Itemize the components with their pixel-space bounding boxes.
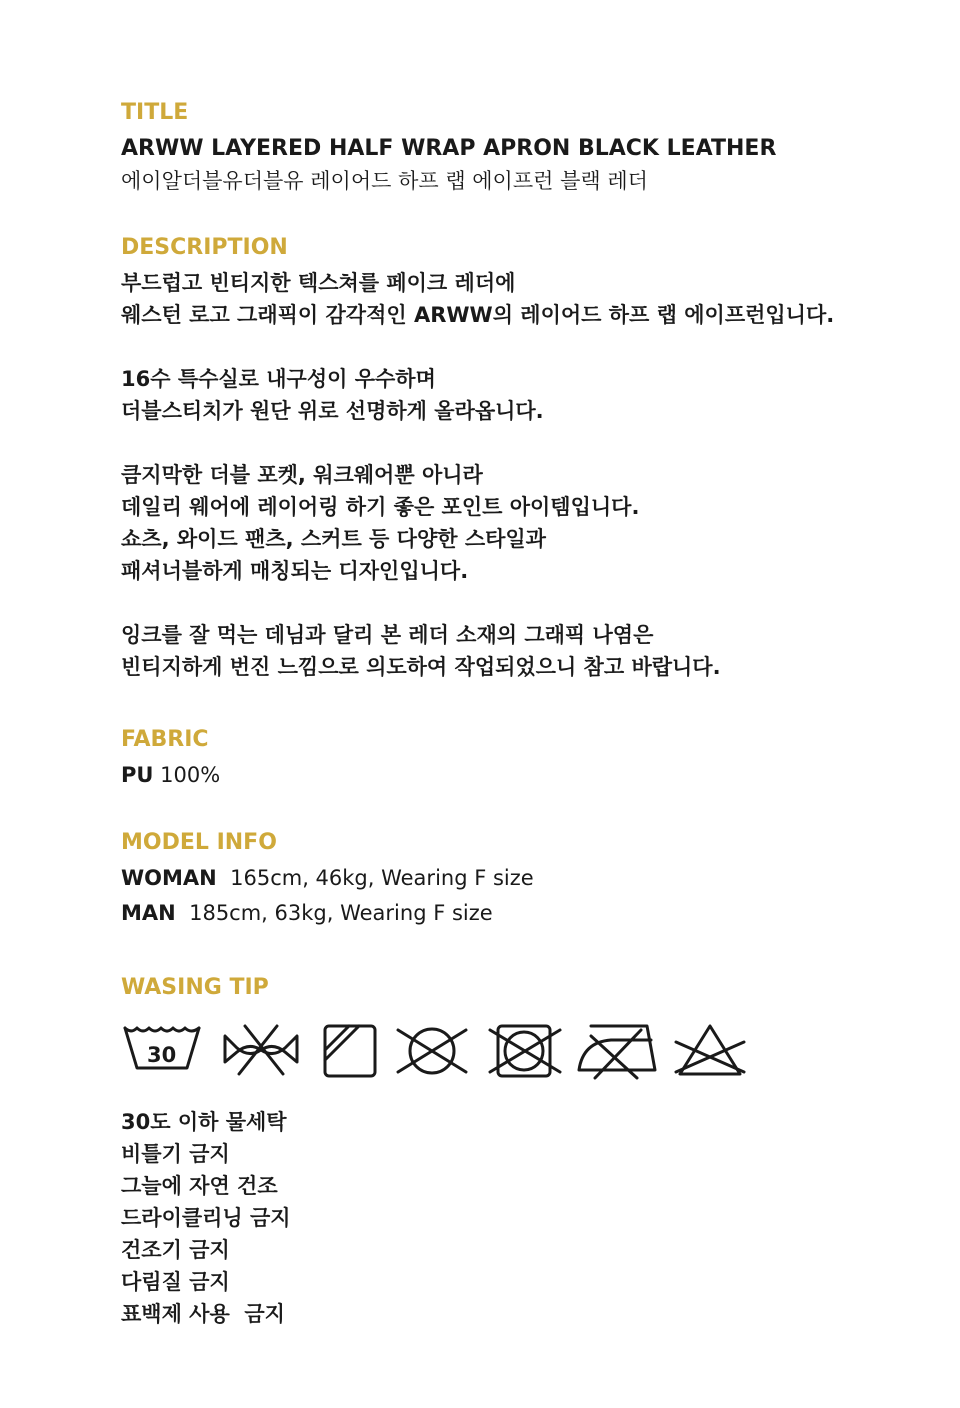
product-title-korean: 에이알더블유더블유 레이어드 하프 랩 에이프런 블랙 레더	[121, 169, 648, 193]
no-tumble-dry-icon	[488, 1022, 568, 1082]
care-tip-line: 표백제 사용 금지	[121, 1302, 285, 1326]
model-man-info: 185cm, 63kg, Wearing F size	[189, 901, 493, 925]
product-title-english: ARWW LAYERED HALF WRAP APRON BLACK LEATHER	[121, 136, 777, 161]
no-wring-icon	[221, 1022, 301, 1082]
description-line: 패셔너블하게 매칭되는 디자인입니다.	[121, 559, 469, 583]
fabric-material: PU	[121, 763, 154, 787]
fabric-heading: FABRIC	[121, 727, 209, 752]
care-tip-line: 드라이클리닝 금지	[121, 1206, 291, 1230]
no-dry-clean-icon	[396, 1022, 476, 1082]
washing-tip-heading: WASING TIP	[121, 975, 269, 1000]
description-line: 빈티지하게 번진 느낌으로 의도하여 작업되었으니 참고 바랍니다.	[121, 655, 721, 679]
model-woman-info: 165cm, 46kg, Wearing F size	[230, 866, 534, 890]
no-bleach-icon	[674, 1022, 754, 1082]
model-woman-line	[121, 863, 534, 893]
care-icons	[121, 1022, 761, 1082]
description-line: 부드럽고 빈티지한 텍스쳐를 페이크 레더에	[121, 271, 516, 295]
model-info-heading: MODEL INFO	[121, 830, 277, 855]
title-heading: TITLE	[121, 100, 189, 125]
description-line: 웨스턴 로고 그래픽이 감각적인 ARWW의 레이어드 하프 랩 에이프런입니다.	[121, 303, 835, 327]
description-line: 큼지막한 더블 포켓, 워크웨어뿐 아니라	[121, 463, 483, 487]
wash-30-icon	[121, 1022, 201, 1082]
fabric-percent: 100%	[160, 763, 221, 787]
description-line: 데일리 웨어에 레이어링 하기 좋은 포인트 아이템입니다.	[121, 495, 640, 519]
care-tip-line: 30도 이하 물세탁	[121, 1110, 287, 1134]
care-tip-line: 그늘에 자연 건조	[121, 1174, 278, 1198]
description-line: 쇼츠, 와이드 팬츠, 스커트 등 다양한 스타일과	[121, 527, 546, 551]
model-man-label: MAN	[121, 901, 176, 925]
care-tip-line: 건조기 금지	[121, 1238, 230, 1262]
wash-temp-label: 30	[147, 1043, 177, 1067]
care-tip-line: 다림질 금지	[121, 1270, 230, 1294]
care-tip-line: 비틀기 금지	[121, 1142, 230, 1166]
fabric-line	[121, 760, 220, 790]
description-line: 16수 특수실로 내구성이 우수하며	[121, 367, 436, 391]
dry-in-shade-icon	[321, 1022, 401, 1082]
no-iron-icon	[577, 1022, 657, 1082]
description-heading: DESCRIPTION	[121, 235, 288, 260]
model-man-line	[121, 898, 493, 928]
description-line: 더블스티치가 원단 위로 선명하게 올라옵니다.	[121, 399, 544, 423]
description-line: 잉크를 잘 먹는 데님과 달리 본 레더 소재의 그래픽 나염은	[121, 623, 654, 647]
model-woman-label: WOMAN	[121, 866, 217, 890]
